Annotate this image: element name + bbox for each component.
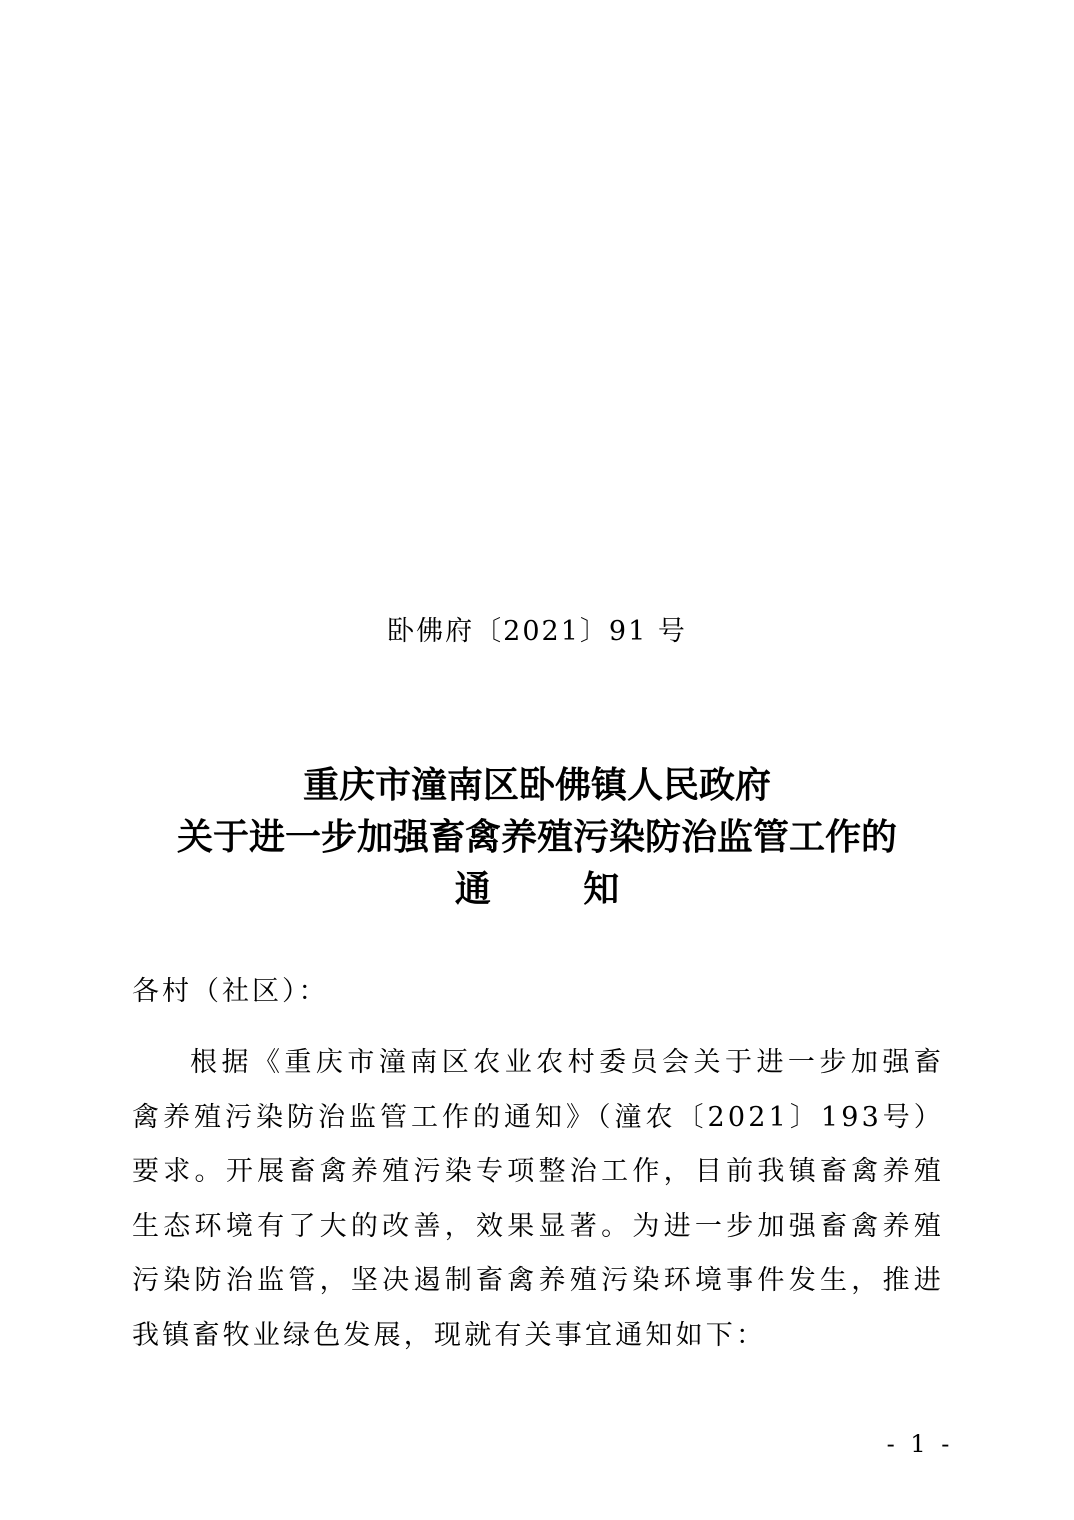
document-number: 卧佛府〔2021〕91 号 <box>387 616 687 647</box>
title-line-notice: 通 知 <box>454 869 660 910</box>
body-paragraph: 根据《重庆市潼南区农业农村委员会关于进一步加强畜禽养殖污染防治监管工作的通知》（潼农〔2021〕193号）要求。开展畜禽养殖污染专项整治工作，目前我镇畜禽养殖生态环境有了大的改善，效果显著。为进一步加强畜禽养殖污染防治监管，坚决遏制畜禽养殖污染环境事件发生，推进我镇畜牧业绿色发展，现就有关事宜通知如下： <box>132 1047 944 1351</box>
title-line-subject: 关于进一步加强畜禽养殖污染防治监管工作的 <box>176 817 897 858</box>
document-title <box>0 760 1074 916</box>
title-line-issuer: 重庆市潼南区卧佛镇人民政府 <box>302 765 771 806</box>
page-number: - 1 - <box>886 1430 954 1458</box>
salutation: 各村（社区）： <box>132 976 329 1007</box>
